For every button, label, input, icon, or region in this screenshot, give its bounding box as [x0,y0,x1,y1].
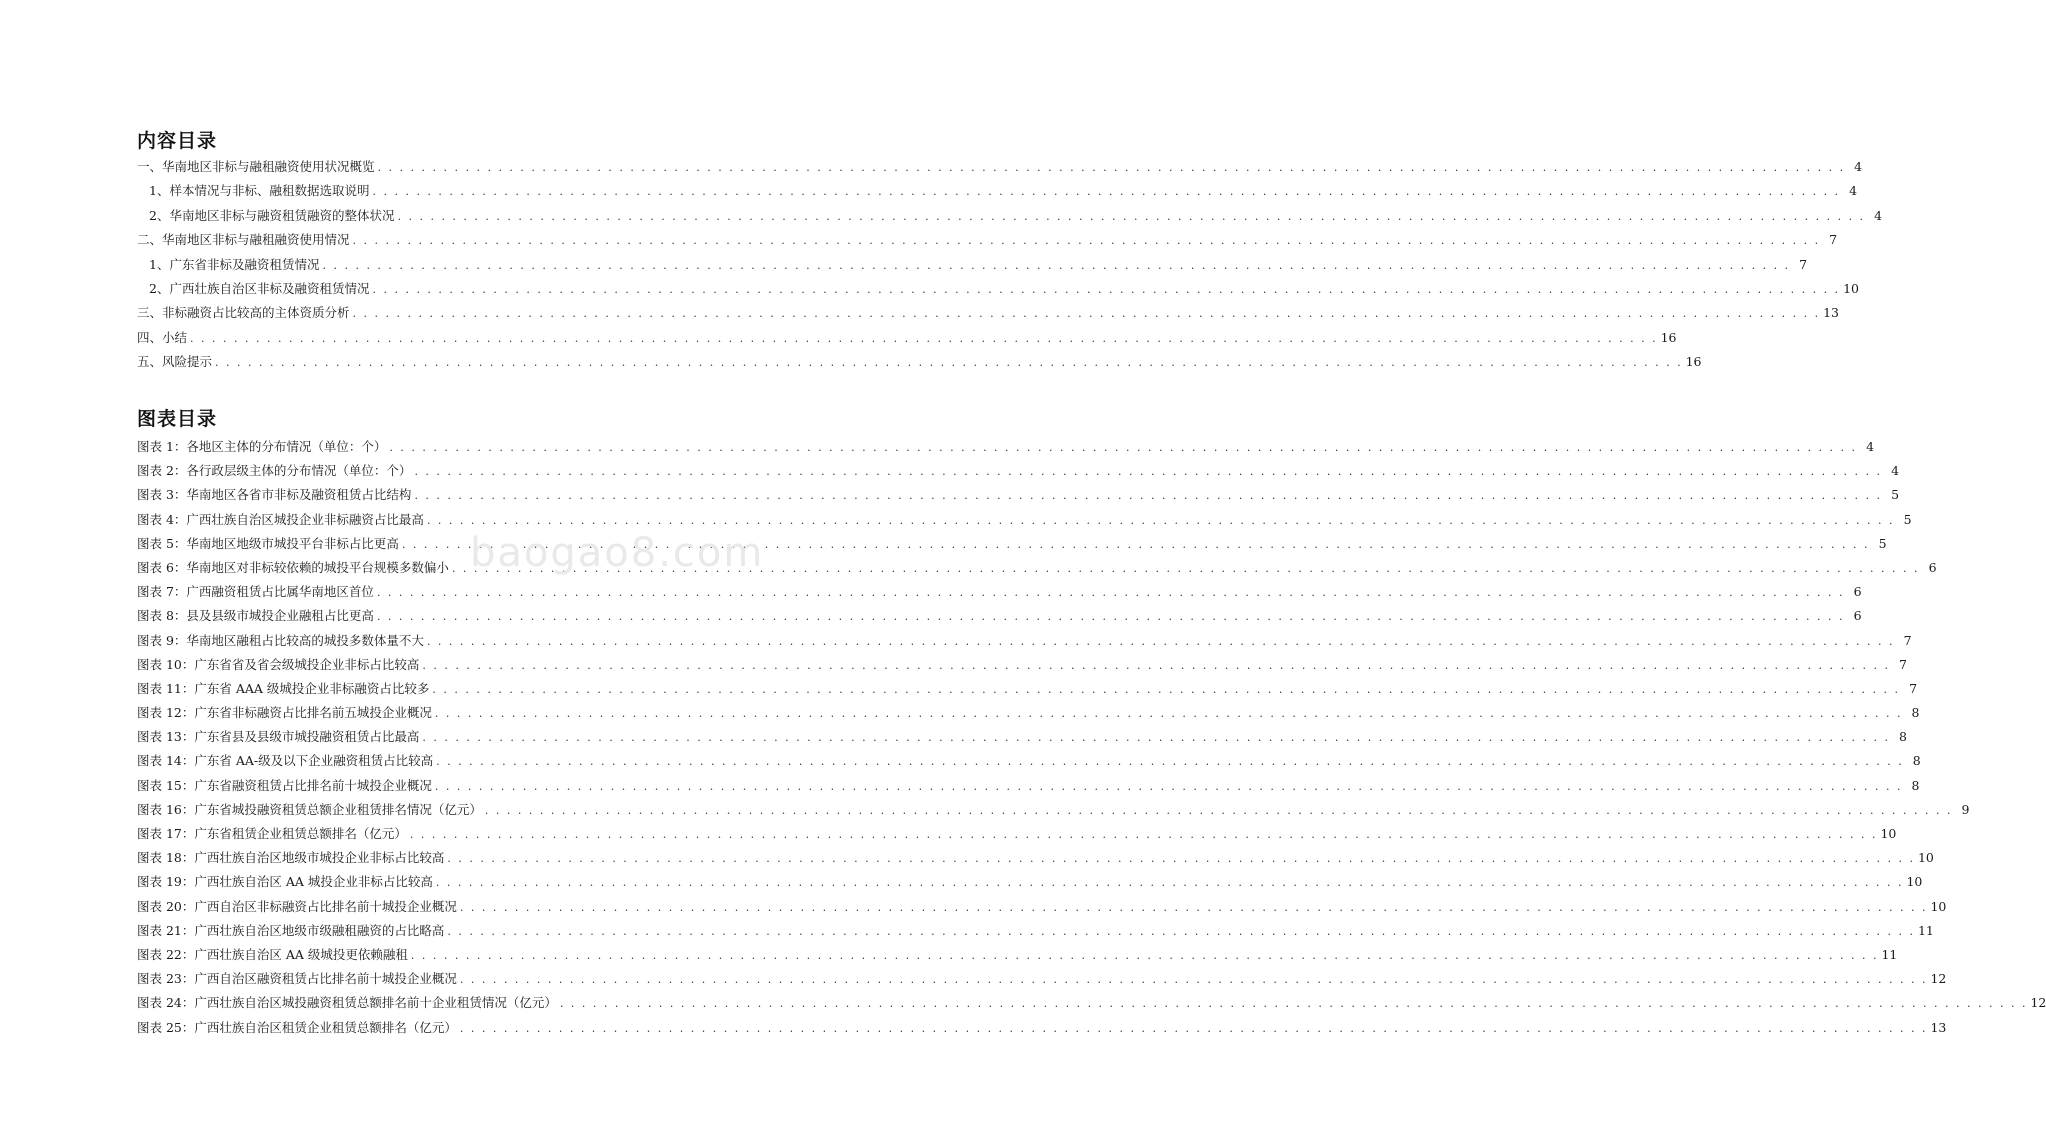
figure-entry-page-number: 8 [1911,705,1920,721]
toc-entry[interactable] [137,255,1808,279]
toc-entry-page-number: 4 [1874,207,1883,223]
dot-leader [422,731,1890,744]
figure-entry[interactable] [137,921,1934,945]
figure-entry-label: 图表 1：各地区主体的分布情况（单位：个） [137,439,387,454]
figure-entry-label: 图表 20：广西自治区非标融资占比排名前十城投企业概况 [137,898,457,914]
figure-entry[interactable] [137,655,1907,679]
figure-entry-label: 图表 9：华南地区融租占比较高的城投多数体量不大 [137,632,424,648]
figure-entry-label: 图表 15：广东省融资租赁占比排名前十城投企业概况 [137,777,432,793]
dot-leader [422,659,1890,672]
figure-entry-label: 图表 18：广西壮族自治区地级市城投企业非标占比较高 [137,850,445,866]
dot-leader [460,973,1928,986]
figure-entry[interactable] [137,437,1875,461]
figure-entry[interactable] [137,848,1934,872]
figure-entry-label: 图表 8：县及县级市城投企业融租占比更高 [137,608,374,624]
toc-entry-label: 1、样本情况与非标、融租数据选取说明 [149,183,370,199]
figure-entry-page-number: 6 [1853,584,1862,600]
figure-entry-page-number: 8 [1912,753,1921,769]
dot-leader [353,234,1821,247]
figure-entry-page-number: 4 [1891,463,1900,479]
toc-entry-page-number: 7 [1799,256,1808,272]
figure-entry-page-number: 8 [1899,729,1907,745]
figure-entry-label: 图表 7：广西融资租赁占比属华南地区首位 [137,584,374,600]
figure-entry[interactable] [137,485,1900,509]
figure-entry-label: 图表 14：广东省 AA-级及以下企业融资租赁占比较高 [137,753,434,769]
figure-entry[interactable] [137,727,1907,751]
dot-leader [447,852,1915,865]
figure-entry-label: 图表 12：广东省非标融资占比排名前五城投企业概况 [137,705,432,721]
figure-entry-page-number: 10 [1906,874,1923,890]
figure-entry-page-number: 10 [1880,826,1897,841]
figure-entry-page-number: 7 [1909,680,1918,696]
dot-leader [436,876,1904,889]
figure-entry-label: 图表 13：广东省县及县级市城投融资租赁占比最高 [137,729,420,745]
figure-entry-page-number: 5 [1878,535,1887,551]
toc-title: 内容目录 [137,130,218,152]
dot-leader [447,925,1915,938]
dot-leader [411,949,1879,962]
dot-leader [397,210,1865,223]
dot-leader [560,997,2028,1010]
figure-entry-label: 图表 2：各行政层级主体的分布情况（单位：个） [137,463,412,479]
figure-entry-page-number: 11 [1881,946,1898,962]
figure-entry[interactable] [137,751,1921,775]
figure-entry[interactable] [137,993,2046,1017]
figure-entry-page-number: 10 [1930,898,1947,914]
figure-entry[interactable] [137,510,1912,534]
toc-entry-page-number: 7 [1829,232,1838,248]
toc-entry-page-number: 10 [1843,280,1859,296]
figure-entry[interactable] [137,824,1897,848]
dot-leader [432,683,1900,696]
toc-entry-label: 四、小结 [137,329,188,345]
figure-entry-label: 图表 3：华南地区各省市非标及融资租赁占比结构 [137,487,412,503]
figure-entry-label: 图表 17：广东省租赁企业租赁总额排名（亿元） [137,826,407,841]
dot-leader [414,489,1882,502]
toc-entry[interactable] [137,328,1677,352]
dot-leader [378,161,1846,174]
figure-entry-label: 图表 21：广西壮族自治区地级市级融租融资的占比略高 [137,922,445,938]
figure-entry-label: 图表 6：华南地区对非标较依赖的城投平台规模多数偏小 [137,559,449,575]
toc-entry[interactable] [137,157,1863,181]
figure-entry-label: 图表 4：广西壮族自治区城投企业非标融资占比最高 [137,511,424,527]
dot-leader [389,441,1857,454]
toc-list [137,157,1883,377]
figure-list-title: 图表目录 [137,408,218,430]
figure-entry-page-number: 12 [1930,971,1947,987]
toc-entry-page-number: 16 [1660,329,1677,345]
figure-entry[interactable] [137,776,1920,800]
dot-leader [460,1022,1928,1035]
dot-leader [435,707,1903,720]
figure-entry-page-number: 5 [1891,487,1900,503]
figure-entry[interactable] [137,945,1898,969]
figure-entry-label: 图表 25：广西壮族自治区租赁企业租赁总额排名（亿元） [137,1019,457,1035]
figure-entry[interactable] [137,800,1970,824]
dot-leader [436,755,1904,768]
toc-entry[interactable] [137,230,1838,254]
dot-leader [372,283,1840,296]
figure-entry[interactable] [137,679,1918,703]
figure-entry-page-number: 7 [1899,656,1907,672]
dot-leader [372,185,1840,198]
figure-entry-page-number: 5 [1903,511,1912,527]
figure-entry-page-number: 7 [1903,632,1912,648]
figure-entry-label: 图表 5：华南地区地级市城投平台非标占比更高 [137,535,399,551]
dot-leader [215,356,1683,369]
figure-entry-page-number: 9 [1961,801,1970,817]
figure-entry-label: 图表 10：广东省省及省会级城投企业非标占比较高 [137,656,420,672]
toc-entry-page-number: 4 [1854,159,1863,174]
figure-entry-page-number: 10 [1917,850,1934,866]
toc-entry-page-number: 13 [1823,305,1840,321]
dot-leader [190,332,1658,345]
figure-entry[interactable] [137,558,1937,582]
toc-entry-label: 一、华南地区非标与融租融资使用状况概览 [137,159,375,174]
dot-leader [460,901,1928,914]
figure-entry-page-number: 11 [1917,922,1934,938]
figure-entry-label: 图表 11：广东省 AAA 级城投企业非标融资占比较多 [137,680,430,696]
dot-leader [377,610,1845,623]
toc-entry-page-number: 16 [1685,354,1702,370]
dot-leader [427,635,1895,648]
toc-entry-label: 2、华南地区非标与融资租赁融资的整体状况 [149,207,395,223]
figure-entry[interactable] [137,606,1862,630]
figure-entry-page-number: 12 [2030,995,2046,1011]
dot-leader [377,586,1845,599]
toc-entry-page-number: 4 [1849,183,1858,199]
dot-leader [485,804,1953,817]
figure-entry-label: 图表 23：广西自治区融资租赁占比排名前十城投企业概况 [137,971,457,987]
figure-entry-page-number: 4 [1866,439,1875,454]
figure-entry[interactable] [137,1018,1947,1042]
watermark: baogao8.com [470,530,765,576]
toc-entry[interactable] [137,181,1858,205]
dot-leader [427,514,1895,527]
figure-entry-label: 图表 16：广东省城投融资租赁总额企业租赁排名情况（亿元） [137,801,482,817]
figure-entry-label: 图表 22：广西壮族自治区 AA 级城投更依赖融租 [137,946,408,962]
figure-entry-page-number: 8 [1911,777,1920,793]
dot-leader [322,259,1790,272]
toc-entry[interactable] [137,206,1883,230]
toc-entry[interactable] [137,303,1840,327]
figure-entry-page-number: 13 [1930,1019,1947,1035]
toc-entry[interactable] [137,279,1859,303]
toc-entry-label: 五、风险提示 [137,354,213,370]
dot-leader [452,562,1920,575]
toc-entry-label: 三、非标融资占比较高的主体资质分析 [137,305,350,321]
figure-entry-page-number: 6 [1853,608,1862,624]
figure-entry[interactable] [137,631,1912,655]
figure-entry[interactable] [137,897,1947,921]
dot-leader [414,465,1882,478]
dot-leader [410,828,1878,841]
dot-leader [402,538,1870,551]
figure-entry[interactable] [137,703,1920,727]
toc-entry-label: 1、广东省非标及融资租赁情况 [149,256,320,272]
figure-entry-label: 图表 24：广西壮族自治区城投融资租赁总额排名前十企业租赁情况（亿元） [137,995,557,1011]
dot-leader [353,307,1821,320]
dot-leader [435,780,1903,793]
toc-entry-label: 2、广西壮族自治区非标及融资租赁情况 [149,280,370,296]
figure-entry[interactable] [137,461,1900,485]
figure-entry[interactable] [137,969,1947,993]
figure-entry-page-number: 6 [1928,559,1937,575]
toc-entry[interactable] [137,352,1702,376]
figure-entry[interactable] [137,582,1862,606]
figure-entry-label: 图表 19：广西壮族自治区 AA 城投企业非标占比较高 [137,874,433,890]
figure-list [137,437,2046,1042]
figure-entry[interactable] [137,872,1923,896]
toc-entry-label: 二、华南地区非标与融租融资使用情况 [137,232,350,248]
